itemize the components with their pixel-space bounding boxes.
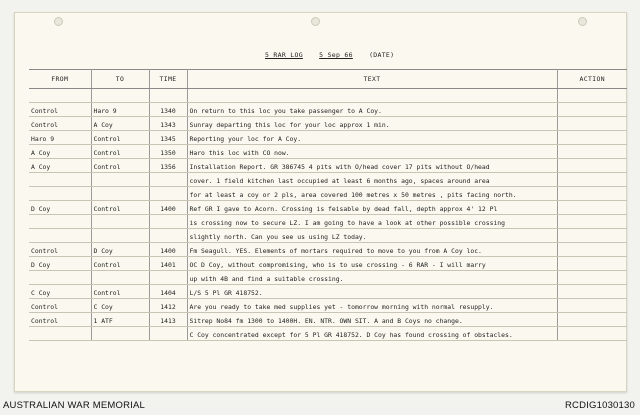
cell-action bbox=[557, 159, 627, 173]
cell-from: Control bbox=[29, 117, 91, 131]
cell-text: Installation Report. GR 386745 4 pits with O/head cover 17 pits without O/head bbox=[187, 159, 557, 173]
cell-time bbox=[149, 187, 187, 201]
cell-action bbox=[557, 327, 627, 341]
log-date: 5 Sep 66 bbox=[319, 51, 353, 59]
punch-hole bbox=[578, 17, 587, 26]
log-row bbox=[29, 285, 627, 299]
col-header-from: FROM bbox=[29, 70, 91, 89]
cell-to: Control bbox=[91, 201, 149, 215]
cell-to: Haro 9 bbox=[91, 103, 149, 117]
cell-to: 1 ATF bbox=[91, 313, 149, 327]
cell-from: D Coy bbox=[29, 257, 91, 271]
cell-to: Control bbox=[91, 285, 149, 299]
cell-text: OC D Coy, without compromising, who is to use crossing - 6 RAR - I will marry bbox=[187, 257, 557, 271]
footer bbox=[0, 399, 640, 413]
cell-from: Control bbox=[29, 243, 91, 257]
cell-to: A Coy bbox=[91, 117, 149, 131]
col-header-time: TIME bbox=[149, 70, 187, 89]
log-row bbox=[29, 327, 627, 341]
cell-from bbox=[29, 89, 91, 103]
cell-to: Control bbox=[91, 257, 149, 271]
log-row bbox=[29, 173, 627, 187]
cell-from: D Coy bbox=[29, 201, 91, 215]
cell-text: for at least a coy or 2 pls, area covered 100 metres x 50 metres , pits facing north. bbox=[187, 187, 557, 201]
cell-from: Control bbox=[29, 299, 91, 313]
log-row bbox=[29, 187, 627, 201]
log-row bbox=[29, 299, 627, 313]
cell-time: 1350 bbox=[149, 145, 187, 159]
cell-text: On return to this loc you take passenger to A Coy. bbox=[187, 103, 557, 117]
log-sheet bbox=[14, 12, 627, 392]
cell-text bbox=[187, 89, 557, 103]
cell-to bbox=[91, 271, 149, 285]
cell-to: Control bbox=[91, 131, 149, 145]
cell-text: Haro this loc with CO now. bbox=[187, 145, 557, 159]
cell-from: C Coy bbox=[29, 285, 91, 299]
col-header-action: ACTION bbox=[557, 70, 627, 89]
cell-text: slightly north. Can you see us using LZ today. bbox=[187, 229, 557, 243]
date-label: (DATE) bbox=[369, 51, 395, 59]
cell-text: is crossing now to secure LZ. I am going to have a look at other possible crossing bbox=[187, 215, 557, 229]
cell-from: Control bbox=[29, 103, 91, 117]
cell-time: 1345 bbox=[149, 131, 187, 145]
log-row bbox=[29, 257, 627, 271]
cell-action bbox=[557, 145, 627, 159]
cell-action bbox=[557, 271, 627, 285]
cell-to: Control bbox=[91, 159, 149, 173]
log-row bbox=[29, 201, 627, 215]
cell-text: Reporting your loc for A Coy. bbox=[187, 131, 557, 145]
cell-time bbox=[149, 327, 187, 341]
cell-from bbox=[29, 229, 91, 243]
log-row bbox=[29, 131, 627, 145]
cell-from: A Coy bbox=[29, 145, 91, 159]
cell-action bbox=[557, 201, 627, 215]
cell-from bbox=[29, 173, 91, 187]
cell-action bbox=[557, 117, 627, 131]
cell-time bbox=[149, 271, 187, 285]
log-header bbox=[265, 51, 406, 59]
cell-text: cover. 1 field kitchen last occupied at least 6 months ago, spaces around area bbox=[187, 173, 557, 187]
cell-from bbox=[29, 327, 91, 341]
cell-action bbox=[557, 243, 627, 257]
cell-action bbox=[557, 173, 627, 187]
cell-action bbox=[557, 215, 627, 229]
cell-time: 1343 bbox=[149, 117, 187, 131]
cell-from bbox=[29, 271, 91, 285]
log-row bbox=[29, 103, 627, 117]
cell-to: Control bbox=[91, 145, 149, 159]
cell-action bbox=[557, 285, 627, 299]
punch-hole bbox=[311, 17, 320, 26]
cell-text: L/S 5 Pl GR 418752. bbox=[187, 285, 557, 299]
cell-from bbox=[29, 187, 91, 201]
cell-time: 1404 bbox=[149, 285, 187, 299]
cell-text: Ref GR I gave to Acorn. Crossing is feisable by dead fall, depth approx 4' 12 Pl bbox=[187, 201, 557, 215]
cell-text: Sitrep No84 fm 1300 to 1400H. EN. NTR. OWN SIT. A and B Coys no change. bbox=[187, 313, 557, 327]
cell-action bbox=[557, 313, 627, 327]
cell-time bbox=[149, 229, 187, 243]
col-header-to: TO bbox=[91, 70, 149, 89]
cell-action bbox=[557, 299, 627, 313]
cell-action bbox=[557, 257, 627, 271]
log-row bbox=[29, 89, 627, 103]
cell-to bbox=[91, 215, 149, 229]
cell-time bbox=[149, 215, 187, 229]
cell-from bbox=[29, 215, 91, 229]
log-row bbox=[29, 215, 627, 229]
log-row bbox=[29, 229, 627, 243]
log-row bbox=[29, 313, 627, 327]
cell-to: D Coy bbox=[91, 243, 149, 257]
cell-from: A Coy bbox=[29, 159, 91, 173]
unit-name: 5 RAR LOG bbox=[265, 51, 303, 59]
cell-to bbox=[91, 187, 149, 201]
cell-from: Haro 9 bbox=[29, 131, 91, 145]
cell-to bbox=[91, 89, 149, 103]
cell-time: 1412 bbox=[149, 299, 187, 313]
log-row bbox=[29, 159, 627, 173]
cell-from: Control bbox=[29, 313, 91, 327]
log-row bbox=[29, 117, 627, 131]
footer-reference: RCDIG1030130 bbox=[565, 400, 635, 411]
log-table bbox=[29, 69, 627, 341]
cell-time: 1340 bbox=[149, 103, 187, 117]
cell-time bbox=[149, 173, 187, 187]
cell-to: C Coy bbox=[91, 299, 149, 313]
cell-action bbox=[557, 103, 627, 117]
log-row bbox=[29, 243, 627, 257]
punch-hole bbox=[54, 17, 63, 26]
log-row bbox=[29, 271, 627, 285]
cell-action bbox=[557, 187, 627, 201]
cell-time: 1413 bbox=[149, 313, 187, 327]
cell-to bbox=[91, 229, 149, 243]
cell-time: 1356 bbox=[149, 159, 187, 173]
footer-source: AUSTRALIAN WAR MEMORIAL bbox=[3, 400, 146, 411]
col-header-text: TEXT bbox=[187, 70, 557, 89]
cell-action bbox=[557, 229, 627, 243]
log-body bbox=[29, 89, 627, 341]
cell-text: Sunray departing this loc for your loc approx 1 min. bbox=[187, 117, 557, 131]
cell-to bbox=[91, 327, 149, 341]
cell-action bbox=[557, 89, 627, 103]
cell-text: C Coy concentrated except for 5 Pl GR 418752. D Coy has found crossing of obstacles. bbox=[187, 327, 557, 341]
cell-action bbox=[557, 131, 627, 145]
cell-time: 1400 bbox=[149, 243, 187, 257]
cell-text: Are you ready to take med supplies yet - tomorrow morning with normal resupply. bbox=[187, 299, 557, 313]
cell-time: 1401 bbox=[149, 257, 187, 271]
cell-text: up with 4B and find a suitable crossing. bbox=[187, 271, 557, 285]
header-row bbox=[29, 70, 627, 89]
cell-to bbox=[91, 173, 149, 187]
cell-text: Fm Seagull. YES. Elements of mortars required to move to you from A Coy loc. bbox=[187, 243, 557, 257]
cell-time bbox=[149, 89, 187, 103]
cell-time: 1400 bbox=[149, 201, 187, 215]
log-row bbox=[29, 145, 627, 159]
